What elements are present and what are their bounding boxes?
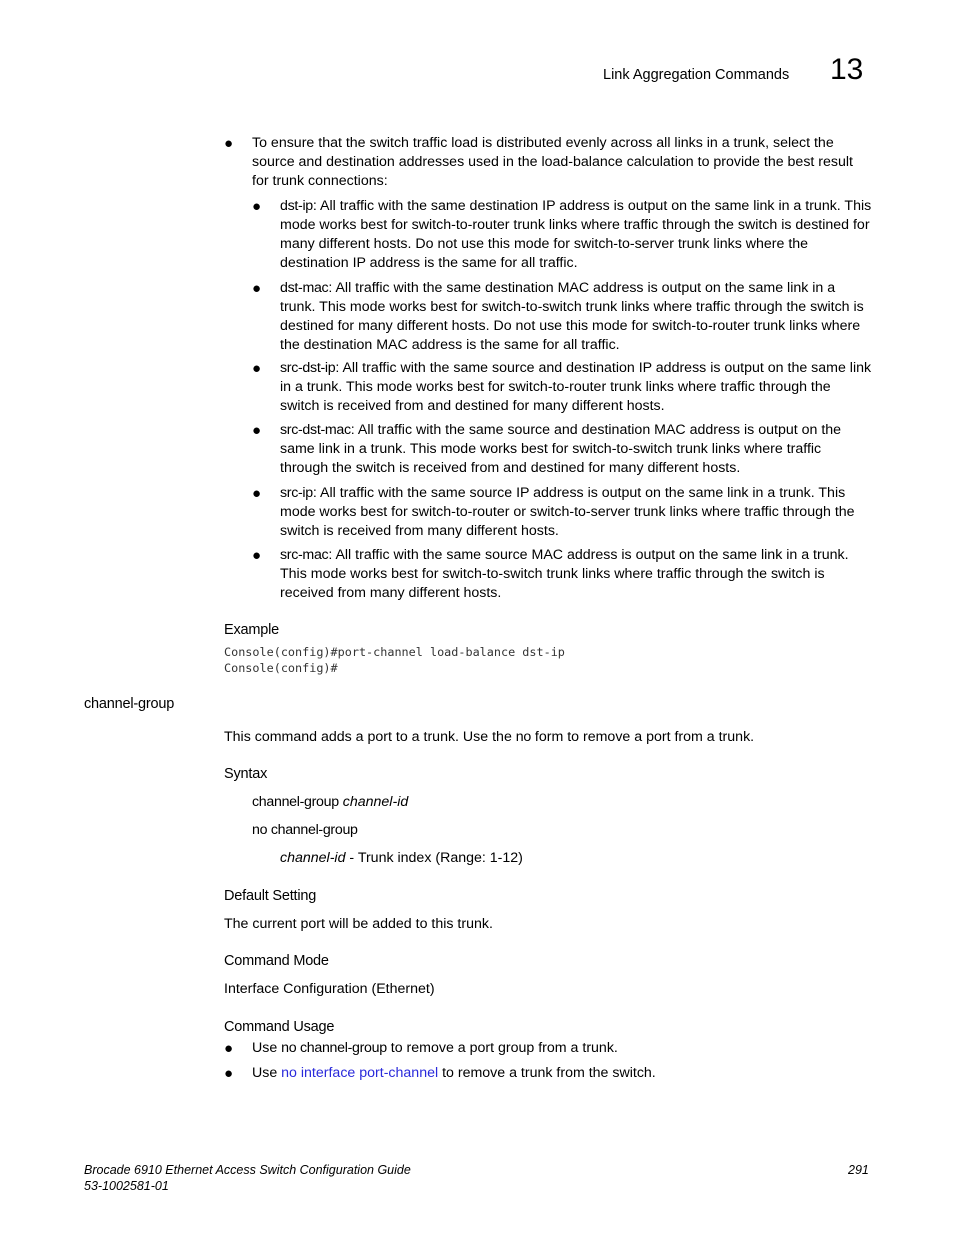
footer-doc-number: 53-1002581-01: [84, 1179, 169, 1193]
mode-item-src-dst-ip: [252, 359, 872, 416]
footer-doc-title: Brocade 6910 Ethernet Access Switch Configuration Guide: [84, 1163, 411, 1177]
code-line: Console(config)#port-channel load-balance dst-ip: [224, 645, 565, 659]
mode-term: dst-ip: [280, 198, 313, 214]
syntax-line: [252, 793, 408, 812]
mode-term: src-ip: [280, 485, 313, 501]
mode-term: src-dst-mac: [280, 422, 351, 438]
bullet-icon: ●: [224, 1065, 234, 1082]
syntax-command: channel-group: [252, 794, 339, 810]
code-line: Console(config)#: [224, 661, 338, 675]
chapter-number: 13: [830, 53, 864, 86]
mode-item-dst-ip: [252, 197, 872, 273]
default-setting-heading: Default Setting: [224, 888, 317, 904]
bullet-icon: ●: [252, 485, 262, 502]
mode-item-dst-mac: [252, 279, 872, 355]
mode-desc: : All traffic with the same source MAC address is output on the same link in a trunk. This mode works best for switch-to-switch trunk links where traffic through the switch is received from many different hosts.: [280, 547, 849, 601]
bullet-icon: ●: [252, 198, 262, 215]
usage-bullet: [224, 1039, 869, 1058]
command-mode-heading: Command Mode: [224, 953, 329, 969]
desc-text: form to remove a port from a trunk.: [530, 729, 755, 745]
parameter-line: [280, 849, 523, 868]
parameter-name: channel-id: [280, 850, 346, 866]
bullet-icon: ●: [224, 1040, 234, 1057]
mode-desc: : All traffic with the same destination IP address is output on the same link in a trunk. This mode works best for switch-to-router trunk links where traffic through the switch is destined for many different hosts. Do not use this mode for switch-to-server trunk links where the destination IP address is the same for all traffic.: [280, 198, 872, 271]
desc-no-keyword: no: [515, 729, 531, 745]
footer-page-number: 291: [848, 1163, 869, 1177]
bullet-icon: ●: [252, 280, 262, 297]
command-mode-text: Interface Configuration (Ethernet): [224, 981, 435, 997]
desc-text: This command adds a port to a trunk. Use the: [224, 729, 516, 745]
running-header-title: Link Aggregation Commands: [603, 67, 790, 83]
mode-desc: : All traffic with the same source and destination MAC address is output on the same link in a trunk. This mode works best for switch-to-switch trunk links where traffic through the switch is received from and destined for many different hosts.: [280, 422, 842, 476]
usage-text: Use: [252, 1065, 282, 1081]
mode-item-src-dst-mac: [252, 421, 872, 478]
command-usage-heading: Command Usage: [224, 1019, 335, 1035]
bullet-icon: ●: [252, 422, 262, 439]
mode-term: dst-mac: [280, 280, 329, 296]
usage-bullet: [224, 1064, 869, 1083]
mode-item-src-mac: [252, 546, 872, 603]
bullet-icon: ●: [252, 360, 262, 377]
intro-bullet-text: To ensure that the switch traffic load is distributed evenly across all links in a trunk, select the source and destination addresses used in the load-balance calculation to provide the best result for trunk connections:: [252, 135, 853, 189]
mode-desc: : All traffic with the same destination MAC address is output on the same link in a trunk. This mode works best for switch-to-switch trunk links where traffic through the switch is destined for many different hosts. Do not use this mode for switch-to-router trunk links where the destination MAC address is the same for all traffic.: [280, 280, 864, 353]
usage-text: to remove a trunk from the switch.: [438, 1065, 656, 1081]
no-interface-port-channel-link[interactable]: no interface port-channel: [281, 1065, 439, 1081]
bullet-icon: ●: [224, 135, 234, 152]
syntax-heading: Syntax: [224, 766, 268, 782]
mode-item-src-ip: [252, 484, 872, 541]
example-heading: Example: [224, 622, 280, 638]
mode-term: src-dst-ip: [280, 360, 336, 376]
usage-text: Use: [252, 1040, 282, 1056]
command-description: [224, 728, 869, 747]
syntax-no-form: no channel-group: [252, 822, 358, 838]
parameter-desc: - Trunk index (Range: 1-12): [345, 850, 523, 866]
usage-command: no channel-group: [281, 1040, 387, 1056]
mode-term: src-mac: [280, 547, 329, 563]
default-setting-text: The current port will be added to this trunk.: [224, 916, 493, 932]
mode-desc: : All traffic with the same source and destination IP address is output on the same link in a trunk. This mode works best for switch-to-router trunk links where traffic through the switch is received from and destined for many different hosts.: [280, 360, 872, 414]
mode-desc: : All traffic with the same source IP address is output on the same link in a trunk. This mode works best for switch-to-router or switch-to-server trunk links where traffic through the switch is received from many different hosts.: [280, 485, 855, 539]
syntax-argument: channel-id: [342, 794, 409, 810]
intro-bullet: [224, 134, 869, 191]
command-title: channel-group: [84, 696, 175, 712]
bullet-icon: ●: [252, 547, 262, 564]
usage-text: to remove a port group from a trunk.: [386, 1040, 618, 1056]
